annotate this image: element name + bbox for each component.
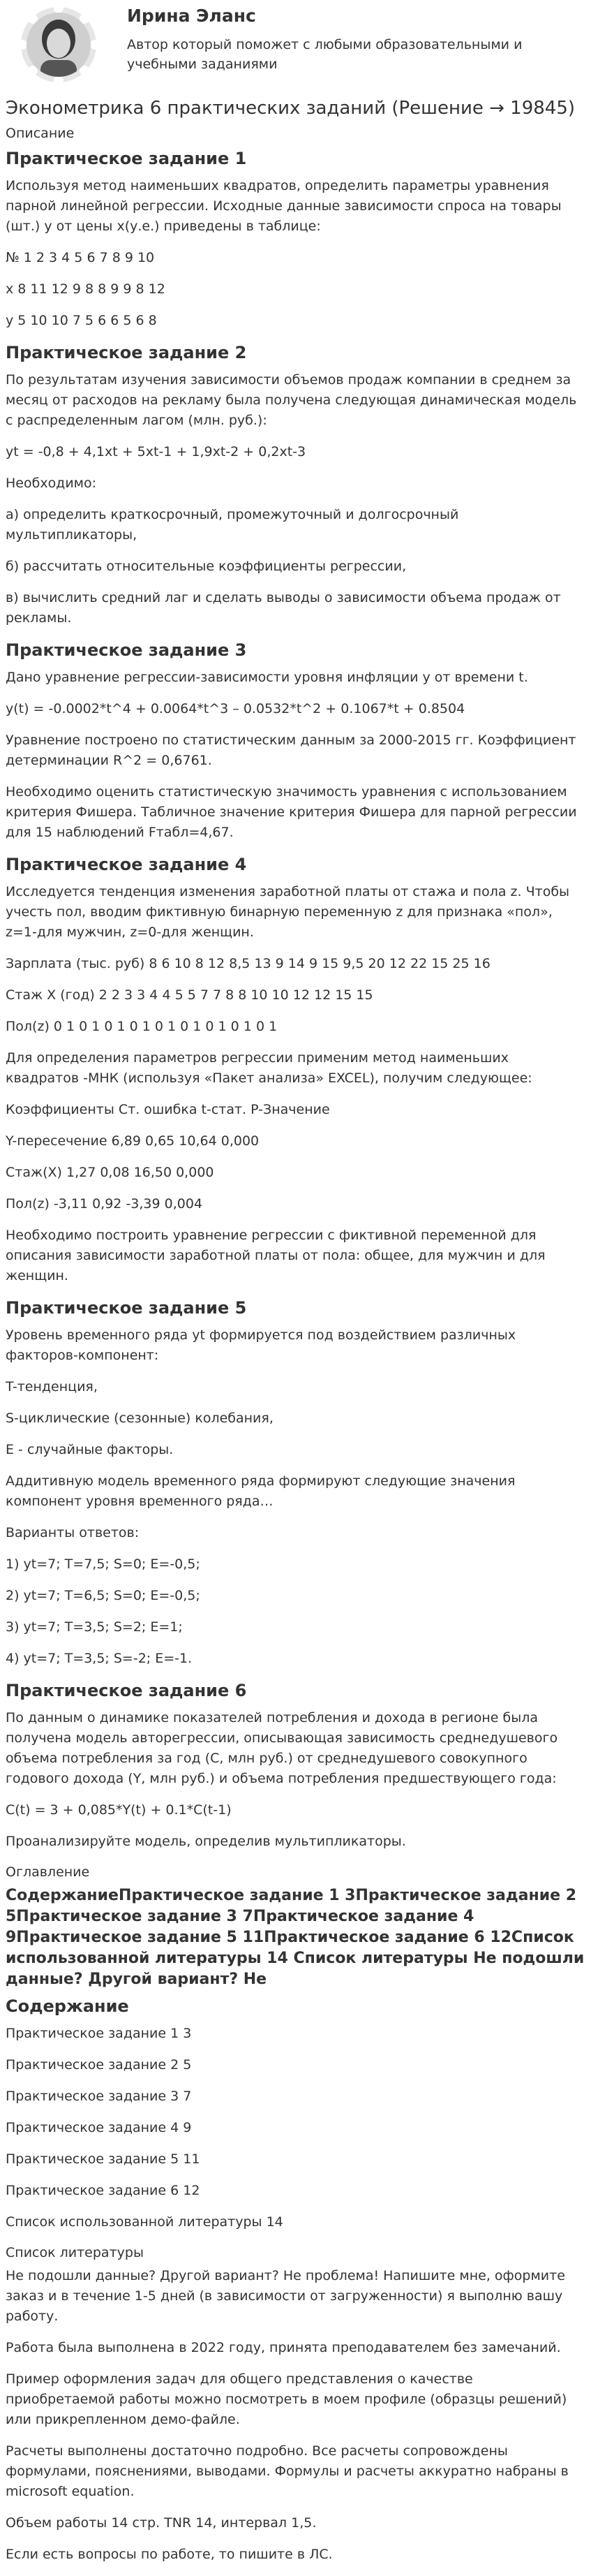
task-paragraph: а) определить краткосрочный, промежуточный и долгосрочный мультипликаторы, [6,507,459,543]
toc-item: Практическое задание 5 11 [6,2151,200,2167]
task-paragraph: 3) yt=7; T=3,5; S=2; E=1; [6,1619,183,1635]
task-6 [6,1680,585,1852]
task-paragraph: Коэффициенты Ст. ошибка t-стат. P-Значение [6,1102,330,1117]
task-paragraph: Y-пересечение 6,89 0,65 10,64 0,000 [6,1133,260,1149]
task-paragraph: Необходимо оценить статистическую значимость уравнения с использованием критерия Фишера. Табличное значение критерия Фишера для парной регрессии для 15 наблюдений Fтабл=4,67. [6,784,577,840]
work-content [6,124,585,2576]
literature-label: Список литературы [6,2245,144,2260]
author-header [0,0,591,89]
footer-paragraph: Если есть вопросы по работе, то пишите в ЛС. [6,2547,333,2562]
author-name[interactable]: Ирина Эланс [127,6,256,26]
task-paragraph: 2) yt=7; T=6,5; S=0; E=-0,5; [6,1588,200,1603]
task-heading: Практическое задание 2 [6,343,247,362]
task-paragraph: Зарплата (тыс. руб) 8 6 10 8 12 8,5 13 9 14 9 15 9,5 20 12 22 15 25 16 [6,956,491,971]
toc-heading: Содержание [6,1996,129,2016]
task-heading: Практическое задание 3 [6,640,247,660]
task-1 [6,148,585,331]
task-paragraph: T-тенденция, [6,1379,98,1394]
toc-item: Практическое задание 3 7 [6,2089,192,2104]
task-paragraph: б) рассчитать относительные коэффициенты регрессии, [6,559,407,574]
toc-item: Практическое задание 6 12 [6,2183,200,2198]
toc-label: Оглавление [6,1864,90,1880]
footer-paragraph: Пример оформления задач для общего представления о качестве приобретаемой работы можно посмотреть в моем профиле (образцы решений) или прикрепленном демо-файле. [6,2371,567,2427]
task-paragraph: Пол(z) -3,11 0,92 -3,39 0,004 [6,1196,203,1212]
task-2 [6,342,585,628]
table-of-contents [6,1863,585,2232]
task-paragraph: C(t) = 3 + 0,085*Y(t) + 0.1*C(t-1) [6,1802,232,1818]
task-5 [6,1297,585,1669]
task-paragraph: Проанализируйте модель, определив мультипликаторы. [6,1834,406,1849]
footer-notes [6,2244,585,2565]
task-paragraph: Исследуется тенденция изменения заработной платы от стажа и пола z. Чтобы учесть пол, вводим фиктивную бинарную переменную z для признака «пол», z=1-для мужчин, z=0-для женщин. [6,884,570,940]
footer-paragraph: Расчеты выполнены достаточно подробно. Все расчеты сопровождены формулами, пояснениями, выводами. Формулы и расчеты аккуратно набраны в microsoft equation. [6,2443,569,2499]
task-paragraph: Пол(z) 0 1 0 1 0 1 0 1 0 1 0 1 0 1 0 1 0 1 [6,1019,278,1034]
toc-item: Практическое задание 2 5 [6,2057,192,2073]
footer-paragraph: Не подошли данные? Другой вариант? Не проблема! Напишите мне, оформите заказ и в течение 1-5 дней (в зависимости от загруженности) я выполню вашу работу. [6,2268,565,2324]
task-paragraph: x 8 11 12 9 8 8 9 9 8 12 [6,281,165,297]
toc-item: Практическое задание 1 3 [6,2026,192,2041]
task-paragraph: № 1 2 3 4 5 6 7 8 9 10 [6,250,155,265]
task-paragraph: Необходимо построить уравнение регрессии с фиктивной переменной для описания зависимости заработной платы от пола: общее, для мужчин и для женщин. [6,1228,546,1283]
task-paragraph: По данным о динамике показателей потребления и дохода в регионе была получена модель авторегрессии, описывающая зависимость среднедушевого объема потребления за год (C, млн руб.) от среднедушевого совокупного годового дохода (Y, млн руб.) и объема потребления предшествующего года: [6,1710,558,1786]
toc-item: Практическое задание 4 9 [6,2120,192,2135]
task-paragraph: Необходимо: [6,476,97,491]
description-label: Описание [6,126,75,141]
task-paragraph: 1) yt=7; T=7,5; S=0; E=-0,5; [6,1556,200,1572]
task-paragraph: Уровень временного ряда yt формируется под воздействием различных факторов-компонент: [6,1327,516,1363]
task-paragraph: y 5 10 10 7 5 6 6 5 6 8 [6,313,157,328]
task-heading: Практическое задание 1 [6,149,247,168]
task-paragraph: Варианты ответов: [6,1525,140,1540]
task-paragraph: y(t) = -0.0002*t^4 + 0.0064*t^3 – 0.0532*t^2 + 0.1067*t + 0.8504 [6,701,465,716]
task-heading: Практическое задание 4 [6,855,247,874]
task-paragraph: E - случайные факторы. [6,1442,174,1457]
task-paragraph: 4) yt=7; T=3,5; S=-2; E=-1. [6,1651,193,1666]
task-paragraph: Стаж X (год) 2 2 3 3 4 4 5 5 7 7 8 8 10 10 12 12 15 15 [6,987,373,1003]
task-4 [6,854,585,1286]
task-paragraph: Дано уравнение регрессии-зависимости уровня инфляции y от времени t. [6,670,528,685]
task-paragraph: Уравнение построено по статистическим данным за 2000-2015 гг. Коэффициент детерминации R^2 = 0,6761. [6,733,576,768]
task-paragraph: в) вычислить средний лаг и сделать выводы о зависимости объема продаж от рекламы. [6,590,561,626]
task-paragraph: По результатам изучения зависимости объемов продаж компании в среднем за месяц от расходов на рекламу была получена следующая динамическая модель с распределенным лагом (млн. руб.): [6,372,577,428]
page-title: Эконометрика 6 практических заданий (Решение → 19845) [6,98,576,119]
task-paragraph: Для определения параметров регрессии применим метод наименьших квадратов -МНК (используя «Пакет анализа» EXCEL), получим следующее: [6,1050,532,1086]
task-paragraph: Аддитивную модель временного ряда формируют следующие значения компонент уровня временного ряда… [6,1473,516,1509]
task-heading: Практическое задание 5 [6,1298,247,1318]
footer-paragraph: Работа была выполнена в 2022 году, принята преподавателем без замечаний. [6,2340,561,2355]
toc-item: Список использованной литературы 14 [6,2214,283,2230]
task-3 [6,640,585,843]
author-description: Автор который поможет с любыми образовательными и учебными заданиями [127,37,523,72]
task-paragraph: Используя метод наименьших квадратов, определить параметры уравнения парной линейной регрессии. Исходные данные зависимости спроса на товары (шт.) y от цены x(у.е.) приведены в таблице: [6,178,562,234]
task-heading: Практическое задание 6 [6,1681,247,1700]
footer-paragraph: Объем работы 14 стр. TNR 14, интервал 1,5. [6,2515,317,2531]
toc-summary: СодержаниеПрактическое задание 1 3Практическое задание 2 5Практическое задание 3 7Практическое задание 4 9Практическое задание 5 11Практическое задание 6 12Список использованной литературы 14 Список литературы Не подошли данные? Другой вариант? Не [6,1887,585,1988]
author-avatar[interactable] [4,6,113,84]
task-paragraph: S-циклические (сезонные) колебания, [6,1411,274,1426]
task-paragraph: yt = -0,8 + 4,1xt + 5xt-1 + 1,9xt-2 + 0,2xt-3 [6,444,306,459]
task-paragraph: Стаж(X) 1,27 0,08 16,50 0,000 [6,1165,214,1180]
